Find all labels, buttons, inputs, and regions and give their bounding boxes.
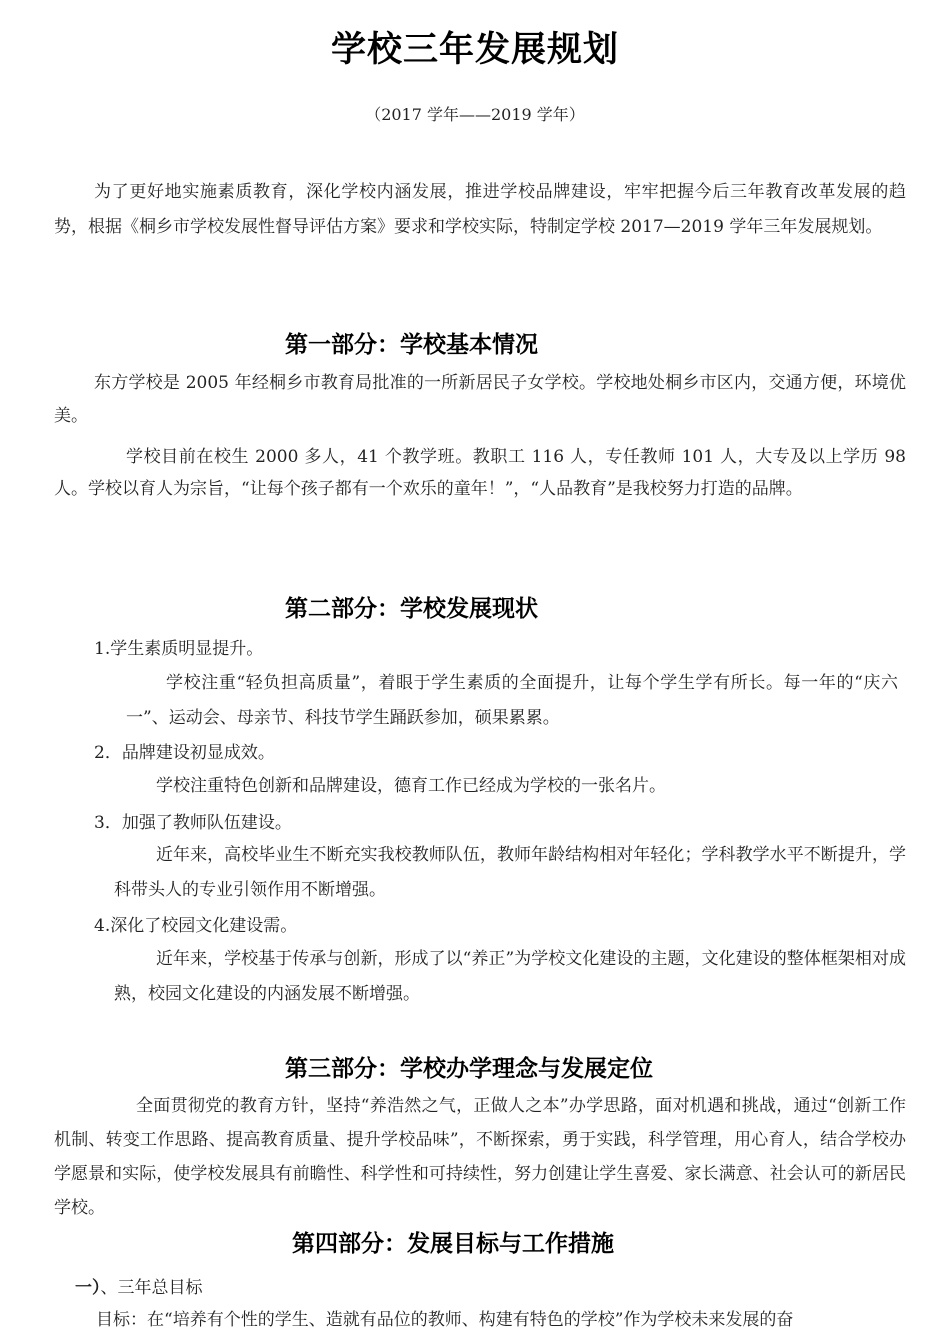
part2-item-4-label: 4.深化了校园文化建设需。 xyxy=(94,916,298,936)
part1-heading: 第一部分：学校基本情况 xyxy=(285,332,538,358)
part3-paragraph: 全面贯彻党的教育方针，坚持“养浩然之气，正做人之本”办学思路，面对机遇和挑战，通过“创新工作机制、转变工作思路、提高教育质量、提升学校品味”，不断探索，勇于实践，科学管理，用心育人，结合学校办学愿景和实际，使学校发展具有前瞻性、科学性和可持续性，努力创建让学生喜爱、家长满意、社会认可的新居民学校。 xyxy=(54,1096,906,1218)
part4-goal-line: 目标：在“培养有个性的学生、造就有品位的教师、构建有特色的学校”作为学校未来发展的奋 xyxy=(96,1310,794,1330)
part1-paragraph-2: 学校目前在校生 2000 多人，41 个教学班。教职工 116 人，专任教师 101 人，大专及以上学历 98 人。学校以育人为宗旨，“让每个孩子都有一个欢乐的童年！”，“人品教育”是我校努力打造的品牌。 xyxy=(54,447,906,499)
part3-heading: 第三部分：学校办学理念与发展定位 xyxy=(285,1056,653,1082)
part2-item-2-label: 2．品牌建设初显成效。 xyxy=(94,743,275,763)
part2-item-3-label: 3．加强了教师队伍建设。 xyxy=(94,813,292,833)
part1-paragraph-1: 东方学校是 2005 年经桐乡市教育局批准的一所新居民子女学校。学校地处桐乡市区内，交通方便，环境优美。 xyxy=(54,373,906,426)
document-title: 学校三年发展规划 xyxy=(330,30,619,70)
part2-item-1-text: 学校注重“轻负担高质量”，着眼于学生素质的全面提升，让每个学生学有所长。每一年的“庆六一”、运动会、母亲节、科技节学生踊跃参加，硕果累累。 xyxy=(126,673,898,728)
part2-item-2-text: 学校注重特色创新和品牌建设，德育工作已经成为学校的一张名片。 xyxy=(156,776,666,796)
part2-item-3-text: 近年来，高校毕业生不断充实我校教师队伍，教师年龄结构相对年轻化；学科教学水平不断提升，学科带头人的专业引领作用不断增强。 xyxy=(114,845,906,900)
part2-item-1-label: 1.学生素质明显提升。 xyxy=(94,639,264,659)
part2-item-4-text: 近年来，学校基于传承与创新，形成了以“养正”为学校文化建设的主题，文化建设的整体框架相对成熟，校园文化建设的内涵发展不断增强。 xyxy=(114,949,906,1004)
document-subtitle: （2017 学年——2019 学年） xyxy=(365,105,585,124)
part4-subsection-label xyxy=(75,1273,203,1303)
part4-subsection-title: 、三年总目标 xyxy=(100,1278,203,1298)
part4-heading: 第四部分：发展目标与工作措施 xyxy=(292,1231,614,1257)
intro-paragraph: 为了更好地实施素质教育，深化学校内涵发展，推进学校品牌建设，牢牢把握今后三年教育改革发展的趋势，根据《桐乡市学校发展性督导评估方案》要求和学校实际，特制定学校 2017—2019 学年三年发展规划。 xyxy=(54,182,906,237)
part2-heading: 第二部分：学校发展现状 xyxy=(285,596,538,622)
part4-subsection-marker: 一） xyxy=(75,1278,101,1298)
